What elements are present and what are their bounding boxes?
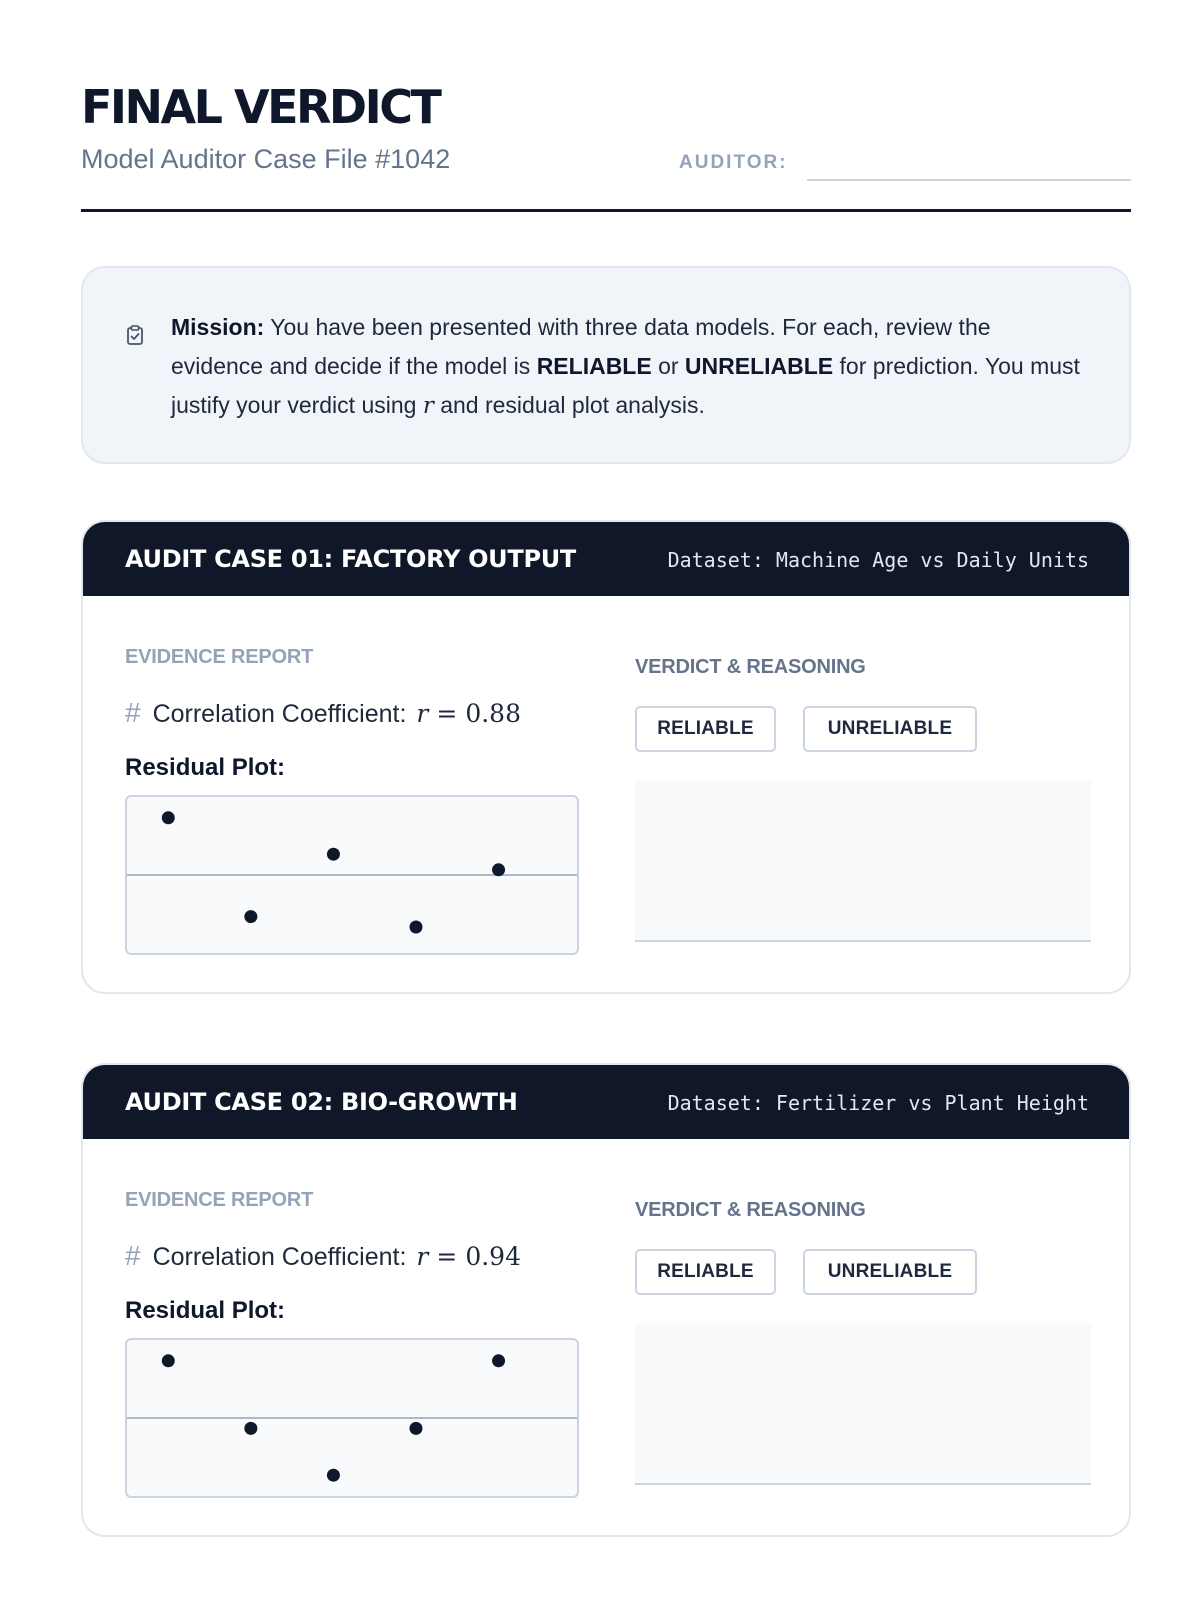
mission-label: Mission: bbox=[171, 314, 265, 340]
residual-point bbox=[409, 921, 422, 934]
reasoning-answer-box[interactable] bbox=[635, 1323, 1091, 1485]
residual-plot-label: Residual Plot: bbox=[125, 1297, 286, 1324]
equals-sign: = bbox=[436, 1242, 458, 1271]
residual-point bbox=[492, 1354, 505, 1367]
verdict-reasoning-label: VERDICT & REASONING bbox=[635, 1199, 866, 1221]
case-header bbox=[83, 522, 1129, 596]
page-title: FINAL VERDICT bbox=[81, 80, 440, 134]
mission-r-symbol: r bbox=[422, 393, 434, 419]
residual-plot-label: Residual Plot: bbox=[125, 754, 286, 781]
correlation-row bbox=[125, 697, 521, 729]
correlation-label: Correlation Coefficient: bbox=[152, 1243, 407, 1271]
reliable-button[interactable]: RELIABLE bbox=[635, 706, 776, 752]
mission-text-part: and residual plot analysis. bbox=[433, 392, 705, 418]
mission-text-part: for prediction. You must justify your verdict using bbox=[171, 353, 1080, 418]
mission-reliable-term: RELIABLE bbox=[536, 353, 652, 379]
residual-point bbox=[492, 863, 505, 876]
verdict-reasoning-label: VERDICT & REASONING bbox=[635, 656, 866, 678]
case-header bbox=[83, 1065, 1129, 1139]
auditor-name-field[interactable] bbox=[807, 179, 1131, 181]
page-subtitle: Model Auditor Case File #1042 bbox=[81, 144, 451, 174]
hash-icon: # bbox=[125, 697, 141, 728]
residual-point bbox=[244, 1422, 257, 1435]
mission-text-part: or bbox=[651, 353, 685, 379]
auditor-label: AUDITOR: bbox=[679, 152, 788, 173]
evidence-report-label: EVIDENCE REPORT bbox=[125, 1189, 314, 1211]
residual-plot bbox=[125, 795, 579, 955]
residual-plot bbox=[125, 1338, 579, 1498]
hash-icon: # bbox=[125, 1240, 141, 1271]
clipboard-check-icon bbox=[126, 325, 144, 345]
audit-case-01 bbox=[81, 520, 1131, 994]
evidence-report-label: EVIDENCE REPORT bbox=[125, 646, 314, 668]
reasoning-answer-box[interactable] bbox=[635, 780, 1091, 942]
r-symbol: r bbox=[416, 699, 429, 728]
correlation-label: Correlation Coefficient: bbox=[152, 700, 407, 728]
correlation-row bbox=[125, 1240, 521, 1272]
residual-plot-canvas bbox=[127, 797, 577, 953]
residual-plot-canvas bbox=[127, 1340, 577, 1496]
case-dataset: Dataset: Machine Age vs Daily Units bbox=[667, 548, 1089, 572]
mission-unreliable-term: UNRELIABLE bbox=[684, 353, 834, 379]
residual-point bbox=[327, 848, 340, 861]
residual-point bbox=[162, 1354, 175, 1367]
audit-case-02 bbox=[81, 1063, 1131, 1537]
mission-box bbox=[81, 266, 1131, 464]
case-title: AUDIT CASE 01: FACTORY OUTPUT bbox=[125, 545, 576, 573]
r-value: 0.88 bbox=[465, 699, 521, 728]
case-dataset: Dataset: Fertilizer vs Plant Height bbox=[667, 1091, 1089, 1115]
reliable-button[interactable]: RELIABLE bbox=[635, 1249, 776, 1295]
residual-point bbox=[162, 811, 175, 824]
residual-point bbox=[327, 1469, 340, 1482]
unreliable-button[interactable]: UNRELIABLE bbox=[803, 1249, 977, 1295]
residual-point bbox=[244, 910, 257, 923]
r-value: 0.94 bbox=[465, 1242, 521, 1271]
mission-text bbox=[171, 308, 1081, 426]
unreliable-button[interactable]: UNRELIABLE bbox=[803, 706, 977, 752]
equals-sign: = bbox=[436, 699, 458, 728]
header-divider bbox=[81, 209, 1131, 212]
case-title: AUDIT CASE 02: BIO-GROWTH bbox=[125, 1088, 518, 1116]
mission-text-part: You have been presented with three data models. For each, review the evidence and decide if the model is bbox=[171, 314, 991, 379]
r-symbol: r bbox=[416, 1242, 429, 1271]
residual-point bbox=[409, 1422, 422, 1435]
